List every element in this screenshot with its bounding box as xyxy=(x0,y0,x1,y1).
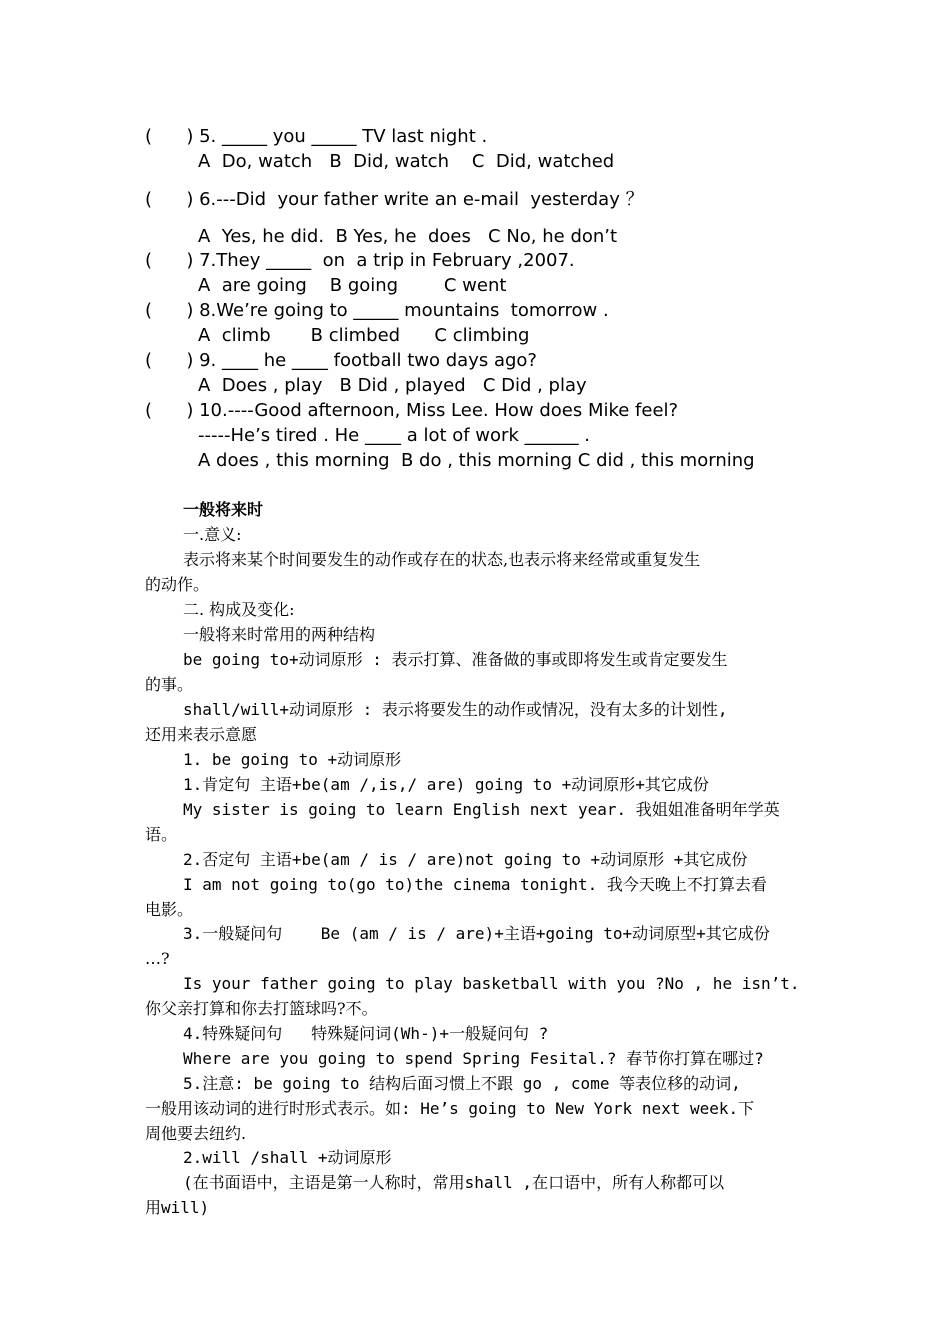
question-10: ( ) 10.----Good afternoon, Miss Lee. How does Mike feel? xyxy=(145,400,679,421)
be-going-to-desc-1: be going to+动词原形 : 表示打算、准备做的事或即将发生或肯定要发生 xyxy=(183,650,728,669)
question-9: ( ) 9. ____ he ____ football two days ago? xyxy=(145,350,537,371)
meaning-title: 一.意义: xyxy=(183,525,242,544)
subsection-1-title: 1. be going to +动词原形 xyxy=(183,750,402,769)
wh-question-example: Where are you going to spend Spring Fesital.? 春节你打算在哪过? xyxy=(183,1049,764,1068)
question-example-1: Is your father going to play basketball with you ?No , he isn’t. xyxy=(183,974,800,993)
shall-will-desc-2: 还用来表示意愿 xyxy=(145,725,258,744)
meaning-text-1: 表示将来某个时间要发生的动作或存在的状态,也表示将来经常或重复发生 xyxy=(183,550,701,569)
affirmative-rule: 1.肯定句 主语+be(am /,is,/ are) going to +动词原形+其它成份 xyxy=(183,775,709,794)
question-example-2: 你父亲打算和你去打篮球吗?不。 xyxy=(145,999,378,1018)
question-7: ( ) 7.They _____ on a trip in February ,2007. xyxy=(145,250,575,271)
shall-will-desc-1: shall/will+动词原形 : 表示将要发生的动作或情况，没有太多的计划性, xyxy=(183,700,728,719)
negative-example-2: 电影。 xyxy=(145,900,194,919)
question-9-options: A Does , play B Did , played C Did , play xyxy=(198,375,587,396)
question-7-options: A are going B going C went xyxy=(198,275,507,296)
be-going-to-desc-2: 的事。 xyxy=(145,675,194,694)
question-10-options: A does , this morning B do , this morning C did , this morning xyxy=(198,450,755,471)
question-8-options: A climb B climbed C climbing xyxy=(198,325,530,346)
question-8: ( ) 8.We’re going to _____ mountains tomorrow . xyxy=(145,300,609,321)
meaning-text-2: 的动作。 xyxy=(145,575,210,594)
negative-example-1: I am not going to(go to)the cinema tonight. 我今天晚上不打算去看 xyxy=(183,875,767,894)
question-5-options: A Do, watch B Did, watch C Did, watched xyxy=(198,151,615,172)
structure-title: 二. 构成及变化: xyxy=(183,600,295,619)
note-text-3: 周他要去纽约. xyxy=(145,1124,247,1143)
question-rule-2: …? xyxy=(145,949,170,968)
shall-usage-1: (在书面语中，主语是第一人称时，常用shall ,在口语中，所有人称都可以 xyxy=(183,1173,725,1192)
affirmative-example-1: My sister is going to learn English next year. 我姐姐准备明年学英 xyxy=(183,800,780,819)
question-5: ( ) 5. _____ you _____ TV last night . xyxy=(145,126,488,147)
section-heading: 一般将来时 xyxy=(183,500,264,519)
question-10-dialogue: -----He’s tired . He ____ a lot of work ______ . xyxy=(198,425,591,446)
subsection-2-title: 2.will /shall +动词原形 xyxy=(183,1148,392,1167)
question-rule-1: 3.一般疑问句 Be (am / is / are)+主语+going to+动词原型+其它成份 xyxy=(183,924,770,943)
question-6: ( ) 6.---Did your father write an e-mail yesterday ？ xyxy=(145,189,644,210)
structure-intro: 一般将来时常用的两种结构 xyxy=(183,625,376,644)
wh-question-rule: 4.特殊疑问句 特殊疑问词(Wh-)+一般疑问句 ? xyxy=(183,1024,549,1043)
note-text-2: 一般用该动词的进行时形式表示。如: He’s going to New York next week.下 xyxy=(145,1099,755,1118)
question-6-options: A Yes, he did. B Yes, he does C No, he don’t xyxy=(198,226,618,247)
negative-rule: 2.否定句 主语+be(am / is / are)not going to +动词原形 +其它成份 xyxy=(183,850,748,869)
affirmative-example-2: 语。 xyxy=(145,825,178,844)
shall-usage-2: 用will) xyxy=(145,1198,210,1217)
note-text-1: 5.注意: be going to 结构后面习惯上不跟 go , come 等表位移的动词, xyxy=(183,1074,741,1093)
